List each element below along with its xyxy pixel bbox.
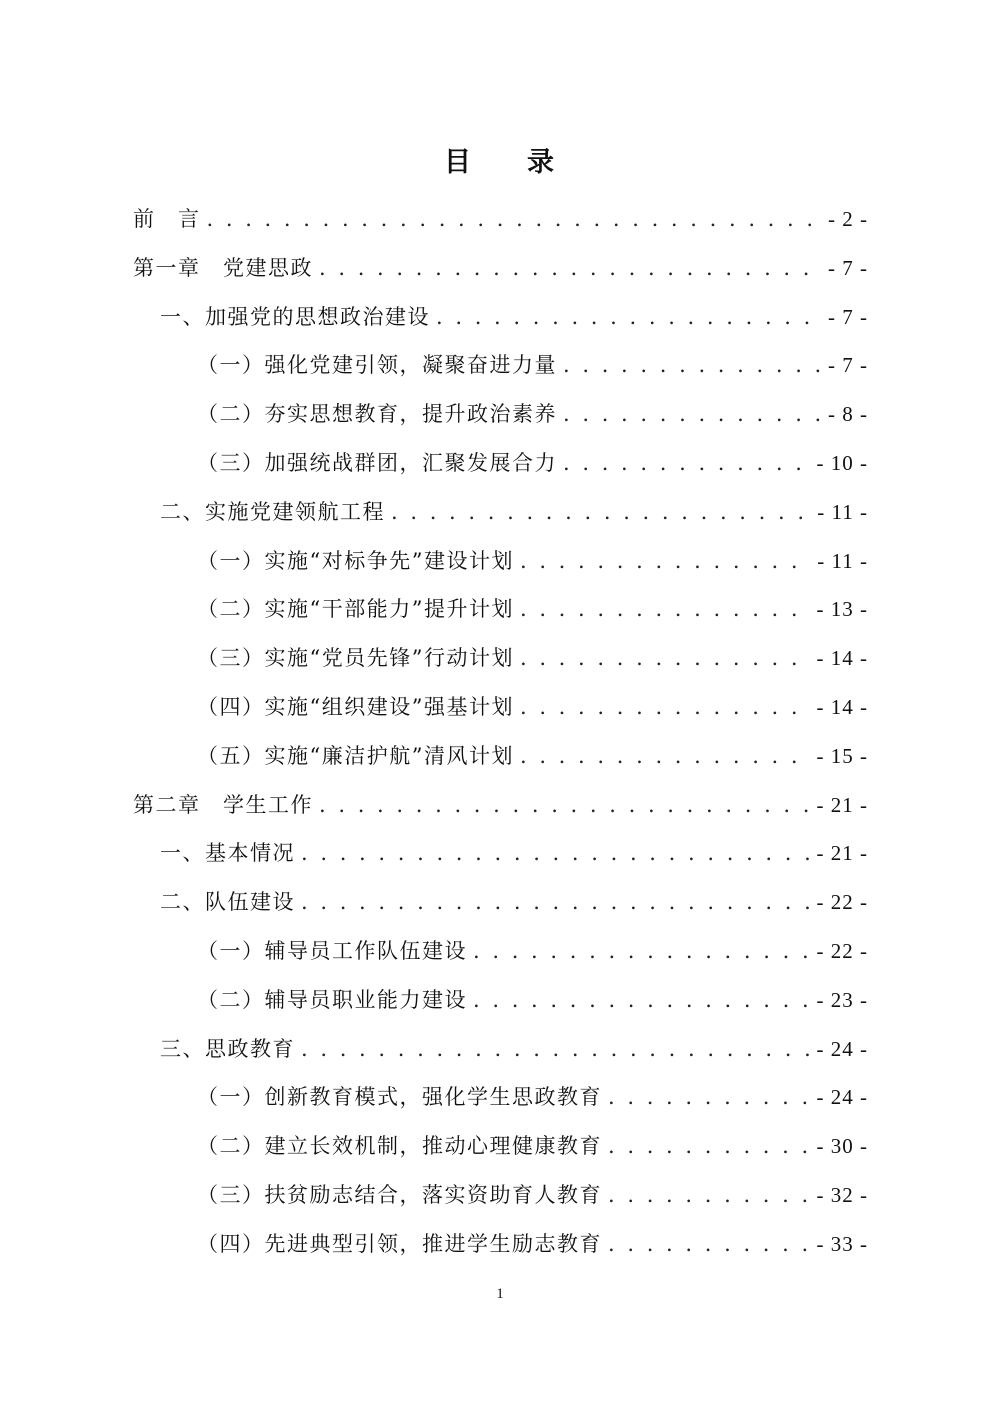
toc-entry-page: - 15 - [816,743,868,768]
toc-entry-title: （三）扶贫励志结合，落实资助育人教育 [197,1182,602,1207]
toc-entry[interactable] [133,927,868,976]
toc-entry-title: （二）夯实思想教育，提升政治素养 [197,402,557,427]
toc-entry[interactable] [133,1025,868,1074]
toc-entry[interactable] [133,1220,868,1269]
toc-entry-page: - 21 - [816,792,868,817]
toc-entry-title: 二、实施党建领航工程 [160,499,385,524]
toc-entry[interactable] [133,585,868,634]
table-of-contents [133,195,868,1269]
toc-entry-page: - 24 - [816,1036,868,1061]
toc-entry-title: 三、思政教育 [160,1036,295,1061]
toc-title-char-2: 录 [527,147,556,178]
dot-leader [563,341,820,390]
toc-entry-page: - 22 - [816,890,868,915]
toc-entry-title: （四）先进典型引领，推进学生励志教育 [197,1231,602,1256]
toc-entry-page: - 14 - [816,694,868,719]
toc-entry[interactable] [133,439,868,488]
dot-leader [608,1171,809,1220]
toc-entry[interactable] [133,634,868,683]
dot-leader [207,195,821,244]
dot-leader [319,781,809,830]
toc-entry-title: （二）建立长效机制，推动心理健康教育 [197,1134,602,1159]
toc-entry-page: - 23 - [816,987,868,1012]
toc-entry-title: （二）实施“干部能力”提升计划 [197,597,514,622]
toc-entry-page: - 33 - [816,1231,868,1256]
dot-leader [608,1220,809,1269]
toc-entry-page: - 22 - [816,938,868,963]
toc-entry-page: - 7 - [828,353,868,378]
toc-entry-page: - 2 - [828,207,868,231]
dot-leader [436,293,820,342]
toc-entry-title: 第二章 学生工作 [133,792,313,817]
toc-entry-page: - 14 - [816,646,868,671]
toc-entry[interactable] [133,244,868,293]
toc-entry-title: （二）辅导员职业能力建设 [197,987,467,1012]
dot-leader [319,244,820,293]
dot-leader [520,585,809,634]
toc-entry[interactable] [133,1171,868,1220]
dot-leader [473,976,809,1025]
dot-leader [301,878,809,927]
toc-entry-page: - 30 - [816,1134,868,1159]
dot-leader [520,634,809,683]
toc-entry[interactable] [133,195,868,244]
toc-entry[interactable] [133,976,868,1025]
dot-leader [301,1025,809,1074]
dot-leader [520,683,809,732]
page-number: 1 [496,1286,504,1302]
toc-entry[interactable] [133,341,868,390]
dot-leader [520,732,809,781]
toc-entry-page: - 21 - [816,841,868,866]
toc-entry-page: - 32 - [816,1182,868,1207]
toc-title [0,140,1000,179]
toc-entry-title: 二、队伍建设 [160,890,295,915]
dot-leader [563,439,809,488]
toc-entry-title: （一）强化党建引领，凝聚奋进力量 [197,353,557,378]
toc-entry-title: 一、加强党的思想政治建设 [160,304,430,329]
toc-entry[interactable] [133,781,868,830]
toc-entry-title: （三）加强统战群团，汇聚发展合力 [197,450,557,475]
toc-title-char-1: 目 [444,147,473,178]
dot-leader [608,1073,809,1122]
toc-entry[interactable] [133,878,868,927]
dot-leader [563,390,820,439]
toc-entry[interactable] [133,537,868,586]
toc-entry[interactable] [133,390,868,439]
toc-entry-page: - 11 - [817,548,868,573]
toc-entry[interactable] [133,293,868,342]
toc-entry[interactable] [133,1122,868,1171]
toc-entry[interactable] [133,829,868,878]
toc-entry-title: （一）创新教育模式，强化学生思政教育 [197,1085,602,1110]
toc-entry[interactable] [133,488,868,537]
toc-entry-title: 前 言 [133,207,201,231]
toc-entry-title: （一）实施“对标争先”建设计划 [197,548,514,573]
dot-leader [301,829,809,878]
dot-leader [391,488,809,537]
dot-leader [473,927,809,976]
toc-entry-title: （一）辅导员工作队伍建设 [197,938,467,963]
toc-entry-title: （四）实施“组织建设”强基计划 [197,694,514,719]
toc-entry[interactable] [133,732,868,781]
toc-entry-title: 第一章 党建思政 [133,255,313,280]
toc-entry[interactable] [133,1073,868,1122]
toc-entry-page: - 7 - [828,255,868,280]
toc-entry[interactable] [133,683,868,732]
toc-entry-title: 一、基本情况 [160,841,295,866]
toc-entry-page: - 24 - [816,1085,868,1110]
toc-entry-page: - 11 - [817,499,868,524]
toc-entry-title: （三）实施“党员先锋”行动计划 [197,646,514,671]
dot-leader [520,537,809,586]
toc-entry-page: - 13 - [816,597,868,622]
toc-entry-page: - 7 - [828,304,868,329]
toc-entry-title: （五）实施“廉洁护航”清风计划 [197,743,514,768]
toc-entry-page: - 8 - [828,402,868,427]
toc-entry-page: - 10 - [816,450,868,475]
dot-leader [608,1122,809,1171]
